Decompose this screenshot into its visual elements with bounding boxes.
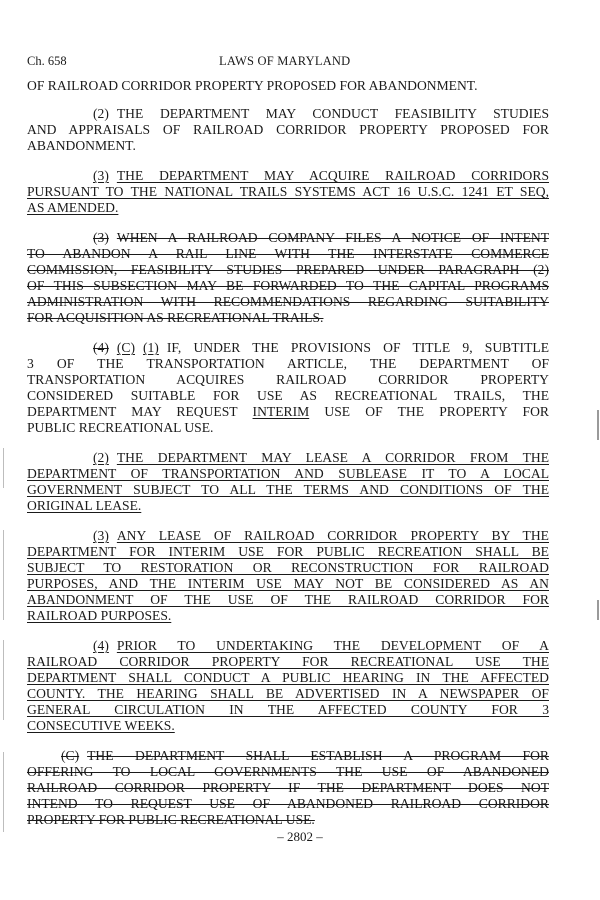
inserted-line: DEPARTMENT FOR INTERIM USE FOR PUBLIC RECREATION SHALL BE — [27, 544, 549, 559]
inserted-line: SUBJECT TO RESTORATION OR RECONSTRUCTION FOR RAILROAD — [27, 560, 549, 575]
paragraph-label: (2) — [93, 450, 109, 465]
inserted-line: (4) PRIOR TO UNDERTAKING THE DEVELOPMENT OF A — [93, 638, 549, 653]
inserted-line: COUNTY. THE HEARING SHALL BE ADVERTISED IN A NEWSPAPER OF — [27, 686, 549, 701]
chapter-number: Ch. 658 — [27, 54, 67, 68]
inserted-line: ABANDONMENT OF THE USE OF THE RAILROAD CORRIDOR FOR — [27, 592, 549, 607]
text-line: OF RAILROAD CORRIDOR PROPERTY PROPOSED FOR ABANDONMENT. — [27, 78, 478, 93]
inserted-line: PURSUANT TO THE NATIONAL TRAILS SYSTEMS ACT 16 U.S.C. 1241 ET SEQ, — [27, 184, 549, 199]
deleted-label: (4) — [93, 340, 109, 355]
deleted-line: (3) WHEN A RAILROAD COMPANY FILES A NOTICE OF INTENT — [93, 230, 549, 245]
text-line: TRANSPORTATION ACQUIRES RAILROAD CORRIDOR PROPERTY — [27, 372, 549, 387]
inserted-line: ORIGINAL LEASE. — [27, 498, 142, 513]
paragraph-label: (4) — [93, 638, 109, 653]
margin-mark — [3, 530, 4, 620]
running-title: LAWS OF MARYLAND — [219, 54, 351, 68]
inserted-word: INTERIM — [252, 404, 310, 419]
inserted-line: (2) THE DEPARTMENT MAY LEASE A CORRIDOR FROM THE — [93, 450, 549, 465]
inserted-line: GOVERNMENT SUBJECT TO ALL THE TERMS AND CONDITIONS OF THE — [27, 482, 549, 497]
inserted-line: PURPOSES, AND THE INTERIM USE MAY NOT BE CONSIDERED AS AN — [27, 576, 549, 591]
deleted-line: FOR ACQUISITION AS RECREATIONAL TRAILS. — [27, 310, 324, 325]
inserted-line: CONSECUTIVE WEEKS. — [27, 718, 175, 733]
inserted-line: RAILROAD PURPOSES. — [27, 608, 172, 623]
text-line: DEPARTMENT MAY REQUEST INTERIM USE OF THE PROPERTY FOR — [27, 404, 550, 419]
inserted-label: (C) — [116, 340, 135, 355]
text-line: ABANDONMENT. — [27, 138, 136, 153]
inserted-line: (3) THE DEPARTMENT MAY ACQUIRE RAILROAD CORRIDORS — [93, 168, 549, 183]
page-header — [27, 54, 549, 72]
inserted-line: DEPARTMENT OF TRANSPORTATION AND SUBLEASE IT TO A LOCAL — [27, 466, 549, 481]
inserted-line: GENERAL CIRCULATION IN THE AFFECTED COUNTY FOR 3 — [27, 702, 549, 717]
deleted-line: ADMINISTRATION WITH RECOMMENDATIONS REGARDING SUITABILITY — [27, 294, 549, 309]
deleted-line: RAILROAD CORRIDOR PROPERTY IF THE DEPARTMENT DOES NOT — [27, 780, 549, 795]
paragraph-label: (3) — [93, 528, 109, 543]
paragraph-label: (C) — [61, 748, 80, 763]
page-number: – 2802 – — [277, 829, 323, 844]
paragraph-label: (3) — [93, 230, 109, 245]
deleted-line: TO ABANDON A RAIL LINE WITH THE INTERSTATE COMMERCE — [27, 246, 549, 261]
inserted-line: AS AMENDED. — [27, 200, 119, 215]
edge-mark — [597, 600, 599, 620]
margin-mark — [3, 448, 4, 488]
margin-mark — [3, 640, 4, 720]
paragraph-label: (3) — [93, 168, 109, 183]
deleted-line: (C) THE DEPARTMENT SHALL ESTABLISH A PROGRAM FOR — [61, 748, 549, 763]
paragraph-label: (2) — [93, 106, 109, 121]
text-line: AND APPRAISALS OF RAILROAD CORRIDOR PROPERTY PROPOSED FOR — [27, 122, 549, 137]
margin-mark — [3, 752, 4, 832]
inserted-line: (3) ANY LEASE OF RAILROAD CORRIDOR PROPERTY BY THE — [93, 528, 549, 543]
paragraph-c-line: (4) (C) (1) IF, UNDER THE PROVISIONS OF TITLE 9, SUBTITLE — [93, 340, 549, 355]
paragraph-label: (1) — [142, 340, 159, 355]
text-line: 3 OF THE TRANSPORTATION ARTICLE, THE DEPARTMENT OF — [27, 356, 549, 371]
inserted-line: RAILROAD CORRIDOR PROPERTY FOR RECREATIONAL USE THE — [27, 654, 549, 669]
deleted-line: COMMISSION, FEASIBILITY STUDIES PREPARED UNDER PARAGRAPH (2) — [27, 262, 549, 277]
deleted-line: OFFERING TO LOCAL GOVERNMENTS THE USE OF ABANDONED — [27, 764, 549, 779]
inserted-line: DEPARTMENT SHALL CONDUCT A PUBLIC HEARING IN THE AFFECTED — [27, 670, 549, 685]
deleted-line: OF THIS SUBSECTION MAY BE FORWARDED TO THE CAPITAL PROGRAMS — [27, 278, 549, 293]
edge-mark — [597, 410, 599, 440]
paragraph-2-line: (2) THE DEPARTMENT MAY CONDUCT FEASIBILITY STUDIES — [93, 106, 549, 121]
text-line: CONSIDERED SUITABLE FOR USE AS RECREATIONAL TRAILS, THE — [27, 388, 549, 403]
text-line: PUBLIC RECREATIONAL USE. — [27, 420, 214, 435]
deleted-line: PROPERTY FOR PUBLIC RECREATIONAL USE. — [27, 812, 315, 827]
deleted-line: INTEND TO REQUEST USE OF ABANDONED RAILROAD CORRIDOR — [27, 796, 549, 811]
